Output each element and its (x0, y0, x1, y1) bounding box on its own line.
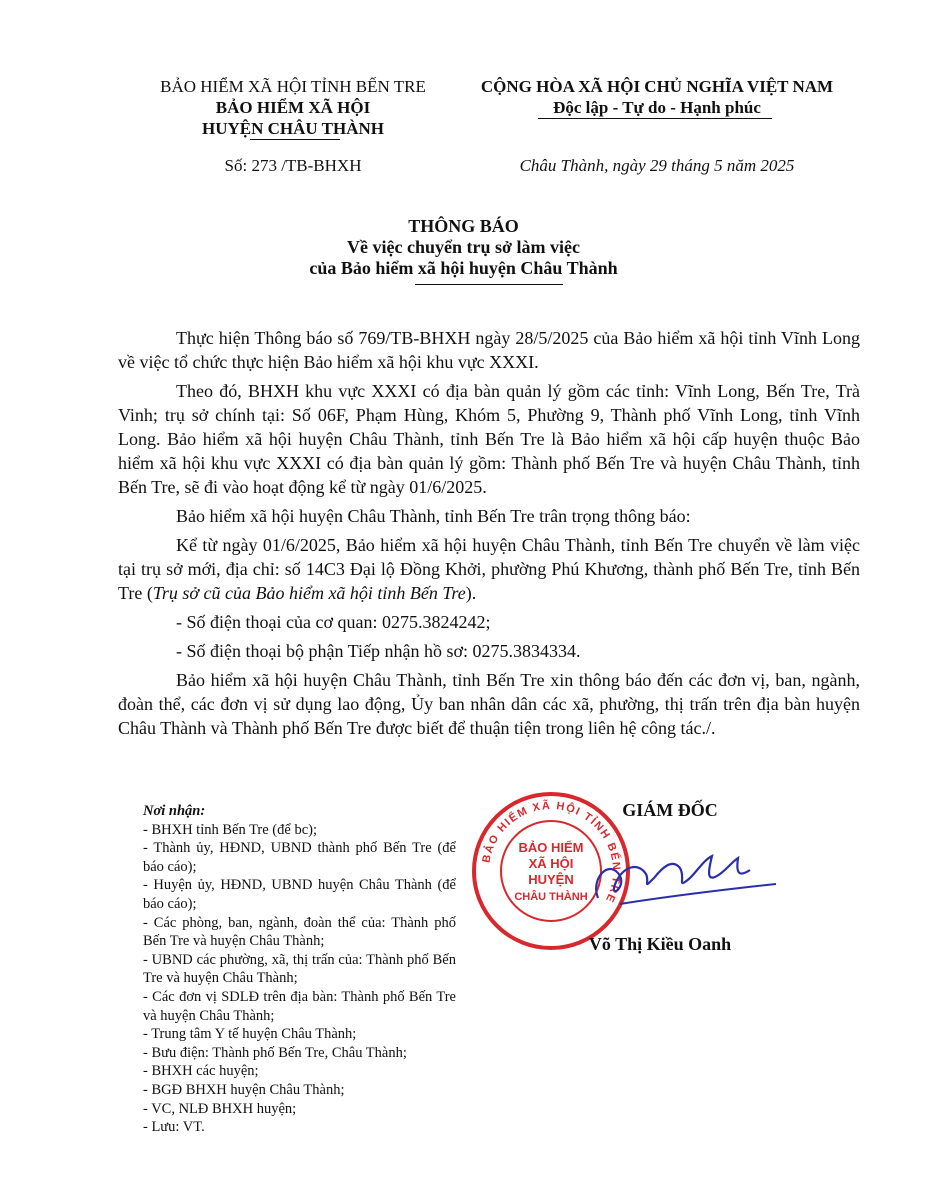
title-line2: Về việc chuyển trụ sở làm việc (347, 237, 580, 257)
recipient-item: - Bưu điện: Thành phố Bến Tre, Châu Thành; (143, 1044, 407, 1061)
body-paragraph-2: Theo đó, BHXH khu vực XXXI có địa bàn quản lý gồm các tỉnh: Vĩnh Long, Bến Tre, Trà Vinh; trụ sở chính tại: Số 06F, Phạm Hùng, Khóm 5, Phường 9, Thành phố Vĩnh Long, tỉnh Vĩnh Long. Bảo hiểm xã hội huyện Châu Thành, tỉnh Bến Tre là Bảo hiểm xã hội cấp huyện thuộc Bảo hiểm xã hội khu vực XXXI có địa bàn quản lý gồm: Thành phố Bến Tre và huyện Châu Thành, tỉnh Bến Tre, sẽ đi vào hoạt động kể từ ngày 01/6/2025. (118, 381, 860, 497)
recipient-item: - BHXH tỉnh Bến Tre (để bc); (143, 821, 317, 838)
p4-italic: Trụ sở cũ của Bảo hiểm xã hội tỉnh Bến Tre (152, 583, 466, 603)
recipient-item: - UBND các phường, xã, thị trấn của: Thành phố Bến Tre và huyện Châu Thành; (143, 951, 456, 987)
body-paragraph-5: Bảo hiểm xã hội huyện Châu Thành, tỉnh Bến Tre xin thông báo đến các đơn vị, ban, ngành, đoàn thể, các đơn vị sử dụng lao động, Ủy ban nhân dân các xã, phường, thị trấn trên địa bàn huyện Châu Thành và Thành phố Bến Tre được biết để thuận tiện trong liên hệ công tác./. (118, 670, 860, 738)
title-underline (415, 284, 563, 285)
svg-text:HUYỆN: HUYỆN (528, 872, 574, 887)
recipient-item: - BGĐ BHXH huyện Châu Thành; (143, 1081, 345, 1098)
signer-position: GIÁM ĐỐC (622, 800, 718, 820)
document-number: Số: 273 /TB-BHXH (224, 156, 362, 175)
title-line3: của Bảo hiểm xã hội huyện Châu Thành (309, 258, 618, 278)
place-date: Châu Thành, ngày 29 tháng 5 năm 2025 (519, 156, 795, 175)
recipient-item: - VC, NLĐ BHXH huyện; (143, 1100, 297, 1117)
phone-line-1: - Số điện thoại của cơ quan: 0275.3824242; (176, 612, 491, 632)
title-line1: THÔNG BÁO (408, 216, 519, 236)
recipient-item: - Các đơn vị SDLĐ trên địa bàn: Thành phố Bến Tre và huyện Châu Thành; (143, 988, 456, 1024)
recipient-item: - Trung tâm Y tế huyện Châu Thành; (143, 1026, 357, 1043)
parent-agency: BẢO HIỂM XÃ HỘI TỈNH BẾN TRE (160, 77, 426, 96)
svg-text:BẢO HIỂM: BẢO HIỂM (518, 840, 584, 855)
body-paragraph-4 (118, 533, 860, 605)
svg-text:XÃ HỘI: XÃ HỘI (528, 856, 574, 871)
motto-underline (538, 118, 772, 119)
document-body (118, 326, 860, 745)
agency-name-line1: BẢO HIỂM XÃ HỘI (215, 98, 371, 117)
recipient-item: - BHXH các huyện; (143, 1063, 259, 1080)
recipients-block (143, 802, 456, 1137)
p4-end: ). (465, 583, 477, 603)
p4-main: Kể từ ngày 01/6/2025, Bảo hiểm xã hội huyện Châu Thành, tỉnh Bến Tre chuyển về làm việc tại trụ sở mới, địa chỉ: số 14C3 Đại lộ Đồng Khởi, phường Phú Khương, thành phố Bến Tre, tỉnh Bến Tre ( (118, 535, 860, 603)
recipients-title: Nơi nhận: (143, 803, 206, 819)
national-motto: CỘNG HÒA XÃ HỘI CHỦ NGHĨA VIỆT NAM (480, 77, 834, 96)
svg-text:CHÂU THÀNH: CHÂU THÀNH (514, 891, 588, 903)
recipient-item: - Lưu: VT. (143, 1119, 205, 1136)
signer-name: Võ Thị Kiều Oanh (588, 934, 732, 954)
recipient-item: - Thành ủy, HĐND, UBND thành phố Bến Tre (để báo cáo); (143, 840, 456, 875)
national-header-block (452, 76, 862, 118)
issuing-agency-block (118, 76, 468, 139)
body-paragraph-1: Thực hiện Thông báo số 769/TB-BHXH ngày 28/5/2025 của Bảo hiểm xã hội tỉnh Vĩnh Long về việc tổ chức thực hiện Bảo hiểm xã hội khu vực XXXI. (118, 328, 860, 372)
document-title (150, 216, 777, 279)
handwritten-signature (580, 838, 780, 918)
national-subtitle: Độc lập - Tự do - Hạnh phúc (553, 98, 761, 117)
recipient-item: - Các phòng, ban, ngành, đoàn thể của: Thành phố Bến Tre và huyện Châu Thành; (143, 914, 456, 950)
body-paragraph-3: Bảo hiểm xã hội huyện Châu Thành, tỉnh Bến Tre trân trọng thông báo: (176, 506, 691, 526)
agency-name-line2: HUYỆN CHÂU THÀNH (202, 119, 384, 138)
phone-line-2: - Số điện thoại bộ phận Tiếp nhận hồ sơ: 0275.3834334. (176, 641, 581, 661)
recipient-item: - Huyện ủy, HĐND, UBND huyện Châu Thành (để báo cáo); (143, 877, 456, 912)
agency-underline (250, 139, 340, 140)
svg-text:BẢO HIỂM XÃ HỘI TỈNH BẾN TRE: BẢO HIỂM XÃ HỘI TỈNH BẾN TRE (480, 799, 623, 906)
